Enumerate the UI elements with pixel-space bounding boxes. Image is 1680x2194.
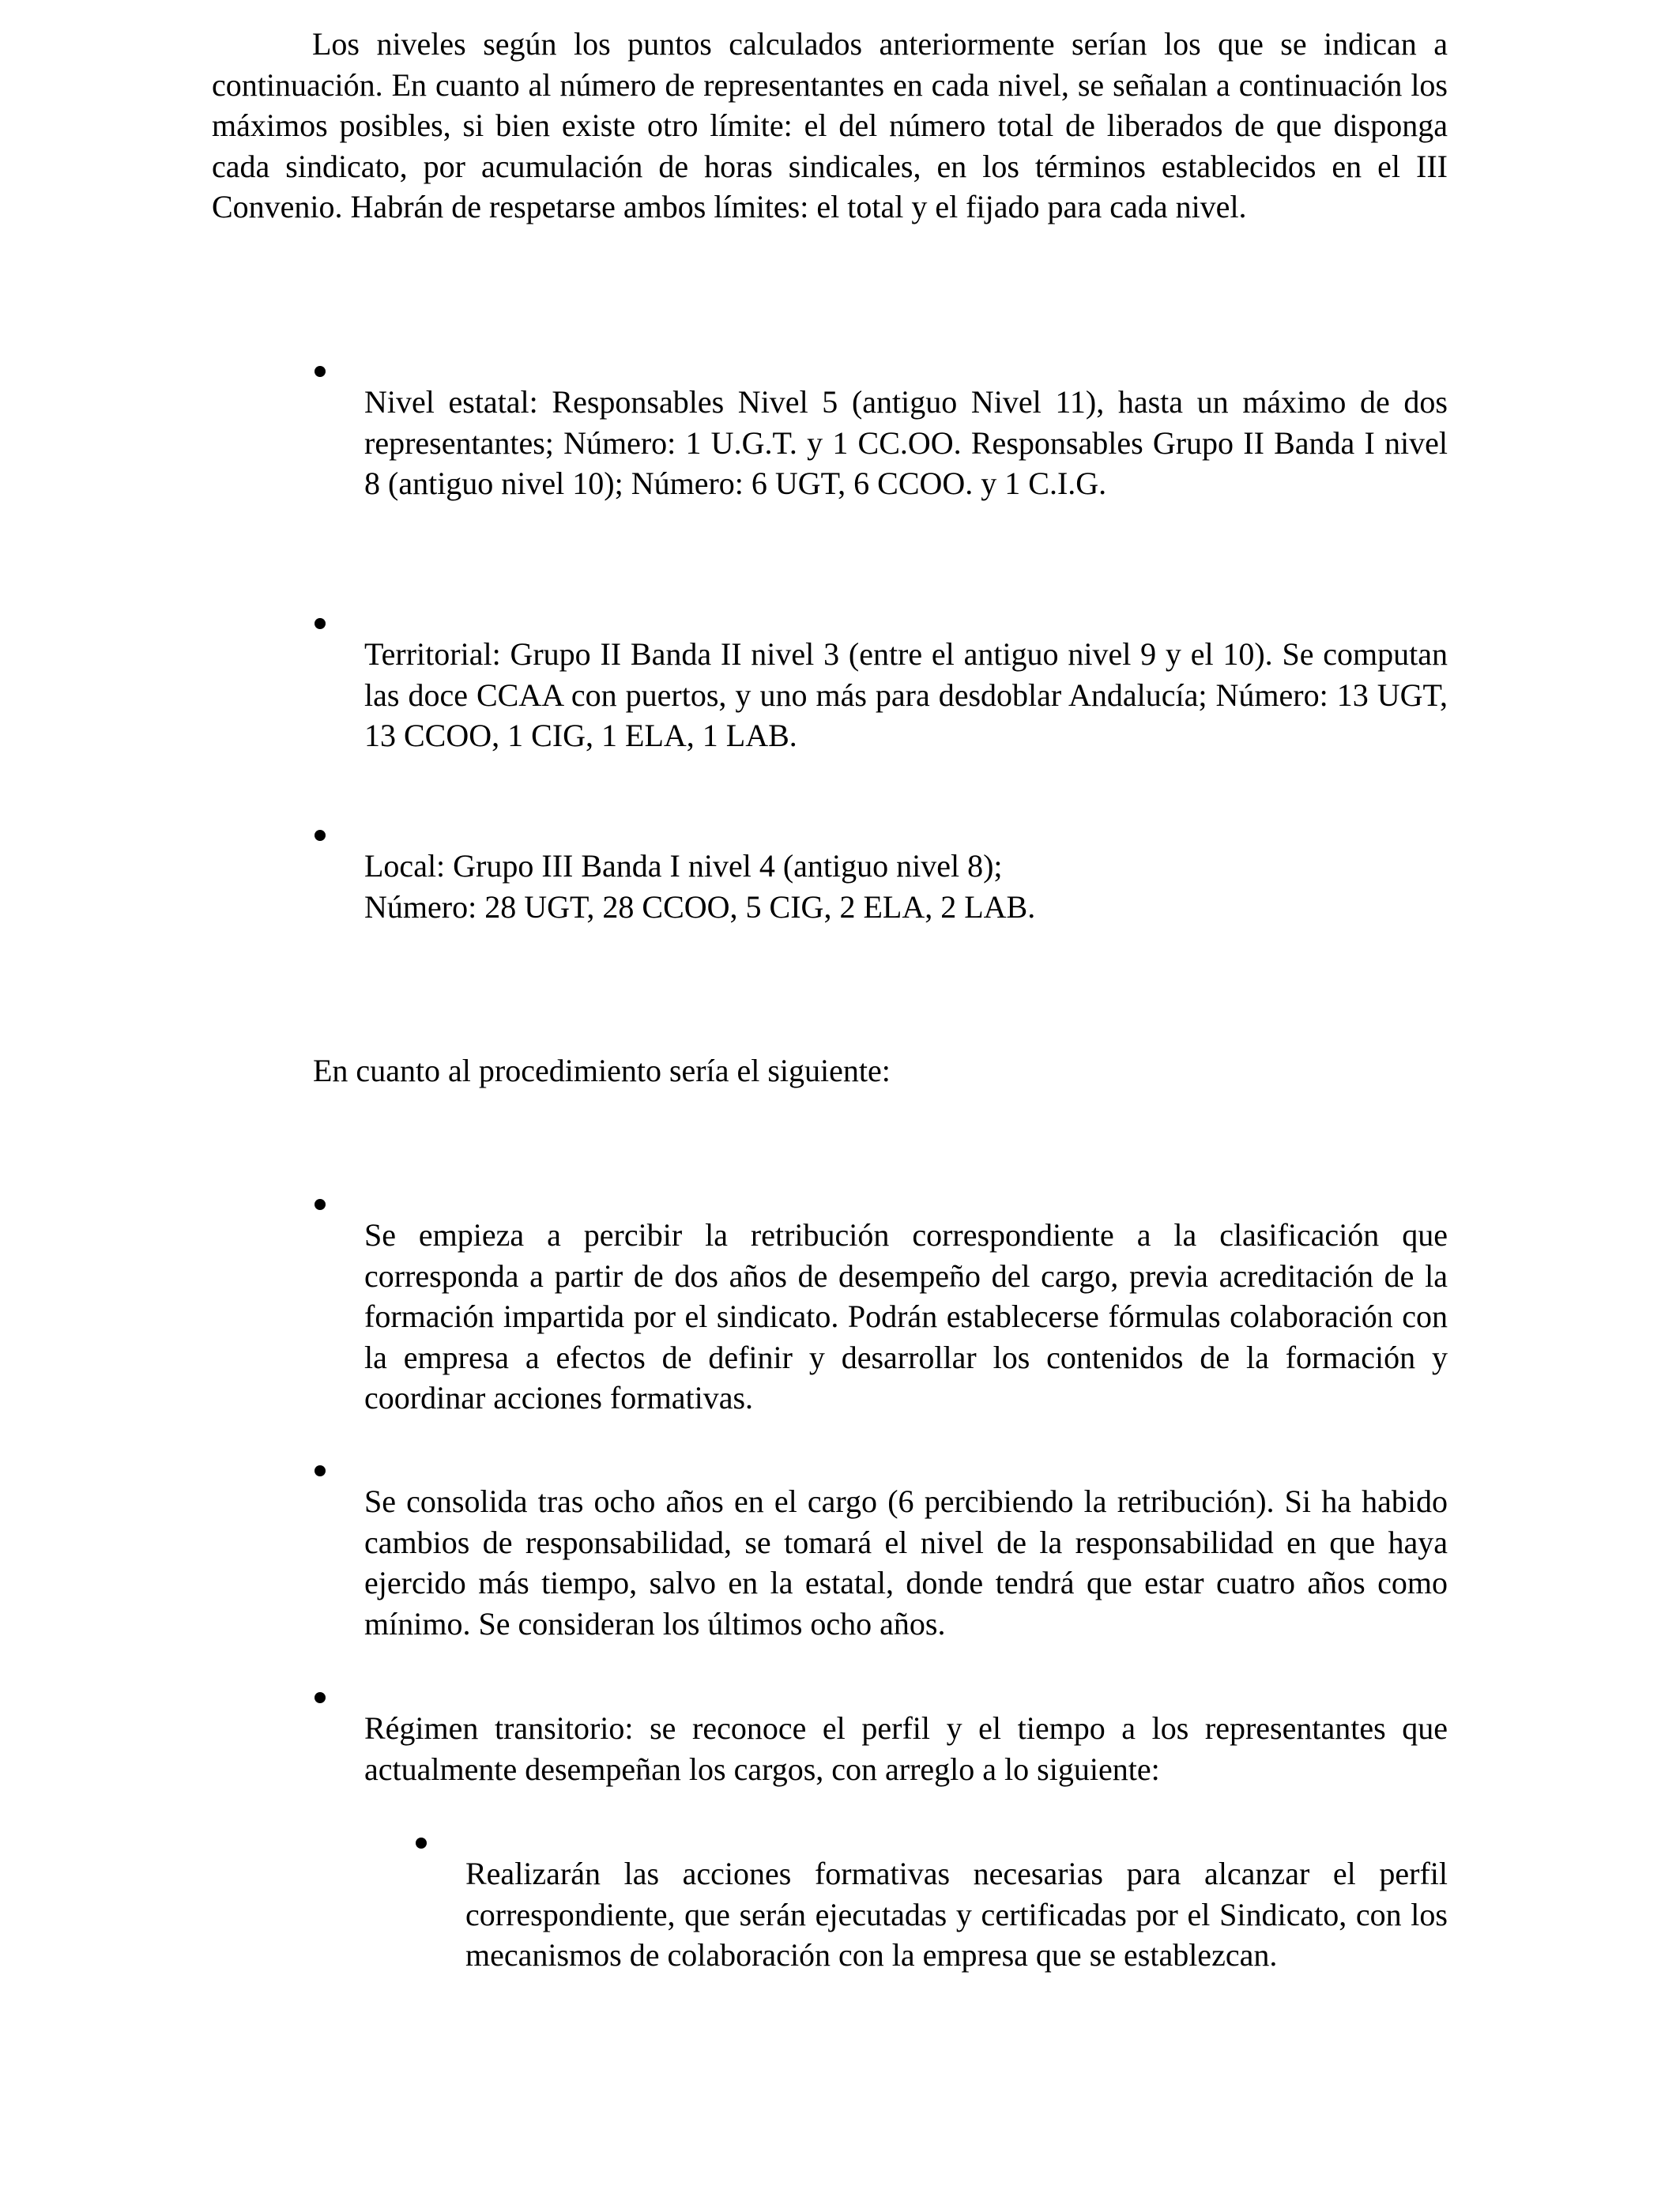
procedure-lead: En cuanto al procedimiento sería el siguiente: <box>313 1053 891 1088</box>
bullet-icon <box>315 366 326 377</box>
procedure-item-text: Se empieza a percibir la retribución correspondiente a la clasificación que corresponda a partir de dos años de desempeño del cargo, previa acreditación de la formación impartida por el sindicato. Podrán establecerse fórmulas colaboración con la empresa a efectos de definir y desarrollar los contenidos de la formación y coordinar acciones formativas. <box>364 1217 1448 1416</box>
bullet-icon <box>315 1692 326 1703</box>
bullet-icon <box>416 1838 427 1849</box>
level-item-text: Nivel estatal: Responsables Nivel 5 (antiguo Nivel 11), hasta un máximo de dos representantes; Número: 1 U.G.T. y 1 CC.OO. Responsables Grupo II Banda I nivel 8 (antiguo nivel 10); Número: 6 UGT, 6 CCOO. y 1 C.I.G. <box>364 384 1448 501</box>
transitional-subitem-text: Realizarán las acciones formativas necesarias para alcanzar el perfil correspondiente, que serán ejecutadas y certificadas por el Sindicato, con los mecanismos de colaboración con la empresa que se establezcan. <box>465 1856 1448 1973</box>
bullet-icon <box>315 1199 326 1210</box>
intro-paragraph: Los niveles según los puntos calculados anteriormente serían los que se indican a continuación. En cuanto al número de representantes en cada nivel, se señalan a continuación los máximos posibles, si bien existe otro límite: el del número total de liberados de que disponga cada sindicato, por acumulación de horas sindicales, en los términos establecidos en el III Convenio. Habrán de respetarse ambos límites: el total y el fijado para cada nivel. <box>212 26 1448 224</box>
bullet-icon <box>315 1465 326 1476</box>
level-item-text: Local: Grupo III Banda I nivel 4 (antiguo nivel 8); Número: 28 UGT, 28 CCOO, 5 CIG, 2 ELA, 2 LAB. <box>364 848 1036 925</box>
level-item-text: Territorial: Grupo II Banda II nivel 3 (entre el antiguo nivel 9 y el 10). Se computan las doce CCAA con puertos, y uno más para desdoblar Andalucía; Número: 13 UGT, 13 CCOO, 1 CIG, 1 ELA, 1 LAB. <box>364 636 1448 753</box>
bullet-icon <box>315 618 326 629</box>
bullet-icon <box>315 830 326 841</box>
procedure-item-text: Se consolida tras ocho años en el cargo (6 percibiendo la retribución). Si ha habido cambios de responsabilidad, se tomará el nivel de la responsabilidad en que haya ejercido más tiempo, salvo en la estatal, donde tendrá que estar cuatro años como mínimo. Se consideran los últimos ocho años. <box>364 1483 1448 1642</box>
procedure-item-text: Régimen transitorio: se reconoce el perfil y el tiempo a los representantes que actualmente desempeñan los cargos, con arreglo a lo siguiente: <box>364 1710 1448 1787</box>
